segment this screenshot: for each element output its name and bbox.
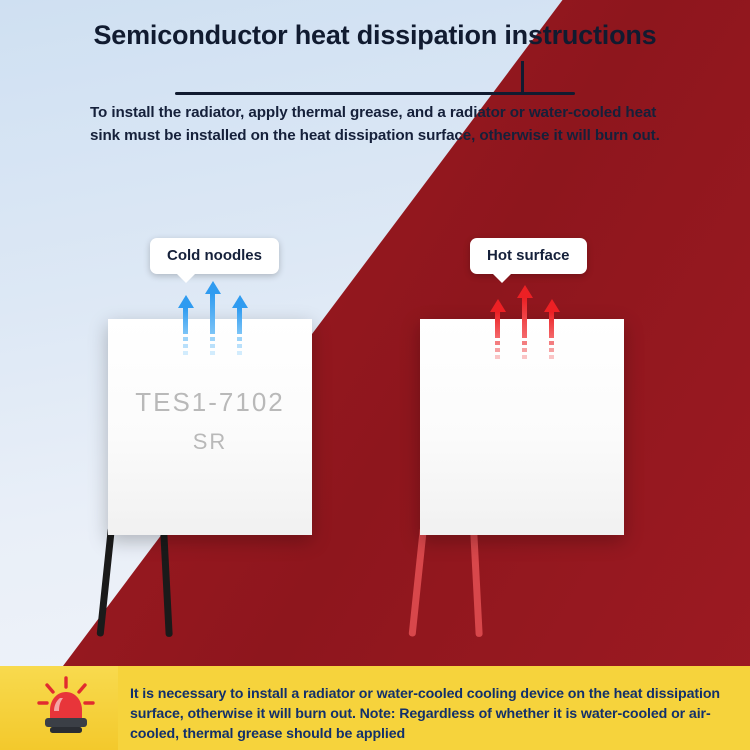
footer-note: It is necessary to install a radiator or water-cooled cooling device on the heat dissipation surface, otherwise it will burn out. Note: Regardless of whether it is water-cooled or air-cooled, thermal grease should be applied	[130, 685, 720, 742]
page-title: Semiconductor heat dissipation instructions	[93, 20, 657, 50]
title-underline	[175, 92, 575, 95]
arrow-up-icon	[546, 299, 557, 359]
arrow-up-icon	[234, 295, 245, 355]
cold-side-label	[150, 238, 279, 274]
hot-side-label-text: Hot surface	[487, 247, 570, 264]
cold-airflow-arrows	[180, 281, 245, 355]
subtitle-content: To install the radiator, apply thermal grease, and a radiator or water-cooled heat sink must be installed on the heat dissipation surface, otherwise it will burn out.	[90, 104, 660, 145]
alarm-light-icon	[34, 676, 98, 736]
hot-airflow-arrows	[492, 285, 557, 359]
module-model-line2: SR	[192, 429, 228, 454]
hot-side-label	[470, 238, 587, 274]
arrow-up-icon	[180, 295, 191, 355]
cold-side-label-text: Cold noodles	[167, 247, 262, 264]
arrow-up-icon	[207, 281, 218, 355]
subtitle-text	[90, 101, 690, 147]
arrow-up-icon	[519, 285, 530, 359]
title-tick-mark	[521, 61, 524, 95]
module-model-line1: TES1-7102	[135, 387, 285, 417]
arrow-up-icon	[492, 299, 503, 359]
